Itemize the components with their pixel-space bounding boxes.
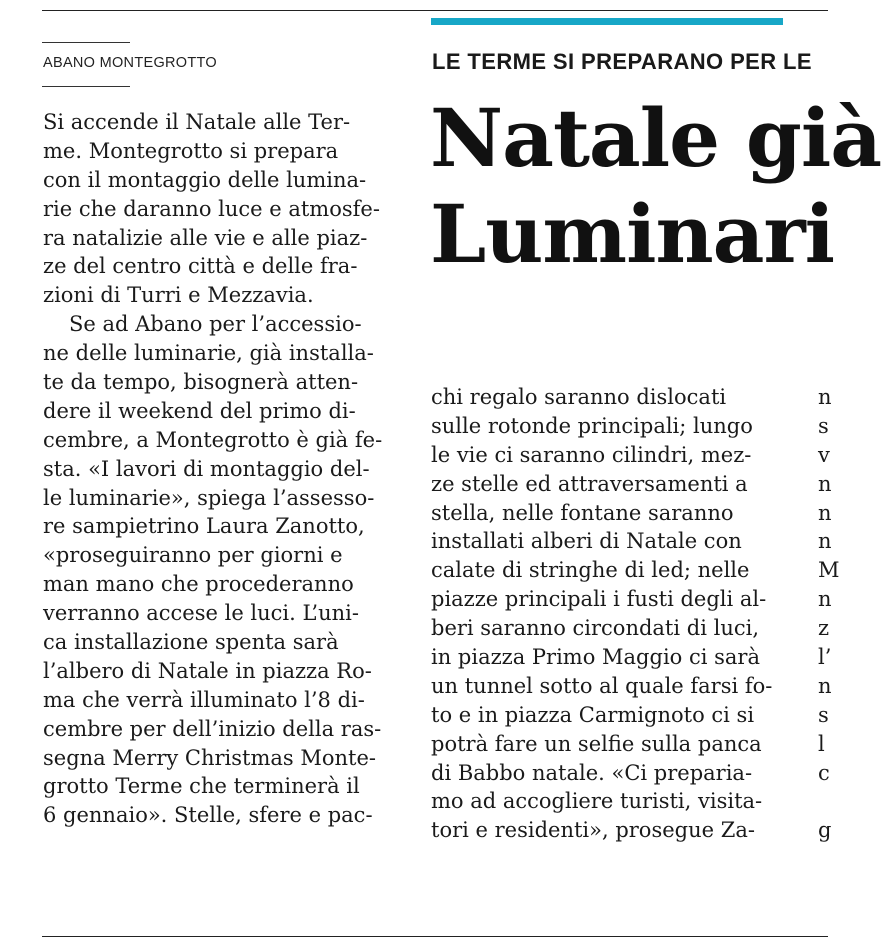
text-line: s: [818, 702, 829, 727]
text-line: n: [818, 500, 832, 525]
text-line: to e in piazza Carmignoto ci si: [431, 702, 755, 727]
text-line: n: [818, 385, 832, 409]
text-line: «proseguiranno per giorni e: [43, 543, 343, 568]
text-line: n: [818, 673, 832, 698]
text-line: cembre, a Montegrotto è già fe-: [43, 427, 383, 452]
article-column-1: [43, 108, 398, 830]
text-line: ne delle luminarie, già installa-: [43, 341, 374, 366]
headline-line-1: Natale già: [430, 91, 881, 185]
text-line: in piazza Primo Maggio ci sarà: [431, 645, 760, 670]
text-line: un tunnel sotto al quale farsi fo-: [431, 673, 773, 698]
text-line: sulle rotonde principali; lungo: [431, 413, 753, 438]
text-line: dere il weekend del primo di-: [43, 398, 356, 423]
text-line: s: [818, 413, 829, 438]
text-line: l’: [818, 645, 832, 670]
text-line: ze del centro città e delle fra-: [43, 254, 358, 279]
text-line: tori e residenti», prosegue Za-: [431, 818, 755, 843]
text-line: con il montaggio delle lumina-: [43, 167, 367, 192]
section-rule-top: [42, 42, 130, 43]
section-label: ABANO MONTEGROTTO: [43, 55, 218, 71]
text-line: Si accende il Natale alle Ter-: [43, 110, 351, 134]
text-line: c: [818, 760, 830, 785]
text-line: verranno accese le luci. L’uni-: [43, 601, 359, 626]
headline-line-2: Luminari: [430, 187, 834, 281]
article-column-3-cut: [818, 383, 840, 845]
article-column-2: [431, 383, 785, 845]
text-line: ra natalizie alle vie e alle piaz-: [43, 225, 368, 250]
accent-bar: [431, 18, 783, 25]
text-line: chi regalo saranno dislocati: [431, 385, 727, 409]
text-line: potrà fare un selfie sulla panca: [431, 731, 762, 756]
text-line: zioni di Turri e Mezzavia.: [43, 283, 314, 308]
text-line: stella, nelle fontane saranno: [431, 500, 734, 525]
text-line: me. Montegrotto si prepara: [43, 138, 339, 163]
text-line: v: [818, 442, 830, 467]
text-line: g: [818, 818, 832, 843]
text-line: n: [818, 587, 832, 612]
text-line: piazze principali i fusti degli al-: [431, 587, 767, 612]
text-line: z: [818, 616, 830, 641]
text-line: n: [818, 471, 832, 496]
text-line: l’albero di Natale in piazza Ro-: [43, 658, 372, 683]
text-line: mo ad accogliere turisti, visita-: [431, 789, 763, 814]
text-line: l: [818, 731, 825, 756]
text-line: di Babbo natale. «Ci preparia-: [431, 760, 753, 785]
text-line: cembre per dell’inizio della ras-: [43, 716, 382, 741]
text-line: 6 gennaio». Stelle, sfere e pac-: [43, 803, 373, 828]
text-line: calate di stringhe di led; nelle: [431, 558, 750, 583]
text-line: man mano che procederanno: [43, 572, 354, 597]
text-line: sta. «I lavori di montaggio del-: [43, 456, 370, 481]
text-line: installati alberi di Natale con: [431, 529, 742, 554]
text-line: [818, 787, 830, 816]
text-line: grotto Terme che terminerà il: [43, 774, 360, 799]
text-line: le luminarie», spiega l’assesso-: [43, 485, 375, 510]
text-line: ze stelle ed attraversamenti a: [431, 471, 748, 496]
text-line: ca installazione spenta sarà: [43, 630, 339, 655]
text-line: te da tempo, bisognerà atten-: [43, 370, 359, 395]
text-line: beri saranno circondati di luci,: [431, 616, 759, 641]
text-line: M: [818, 558, 840, 583]
text-line: segna Merry Christmas Monte-: [43, 745, 376, 770]
text-line: le vie ci saranno cilindri, mez-: [431, 442, 752, 467]
text-line: Se ad Abano per l’accessio-: [69, 312, 362, 337]
section-rule-bottom: [42, 86, 130, 87]
headline: [430, 90, 881, 282]
text-line: re sampietrino Laura Zanotto,: [43, 514, 365, 539]
bottom-rule: [42, 936, 828, 937]
text-line: ma che verrà illuminato l’8 di-: [43, 687, 365, 712]
top-rule: [42, 10, 828, 11]
text-line: rie che daranno luce e atmosfe-: [43, 196, 380, 221]
text-line: n: [818, 529, 832, 554]
kicker: LE TERME SI PREPARANO PER LE: [432, 49, 812, 74]
